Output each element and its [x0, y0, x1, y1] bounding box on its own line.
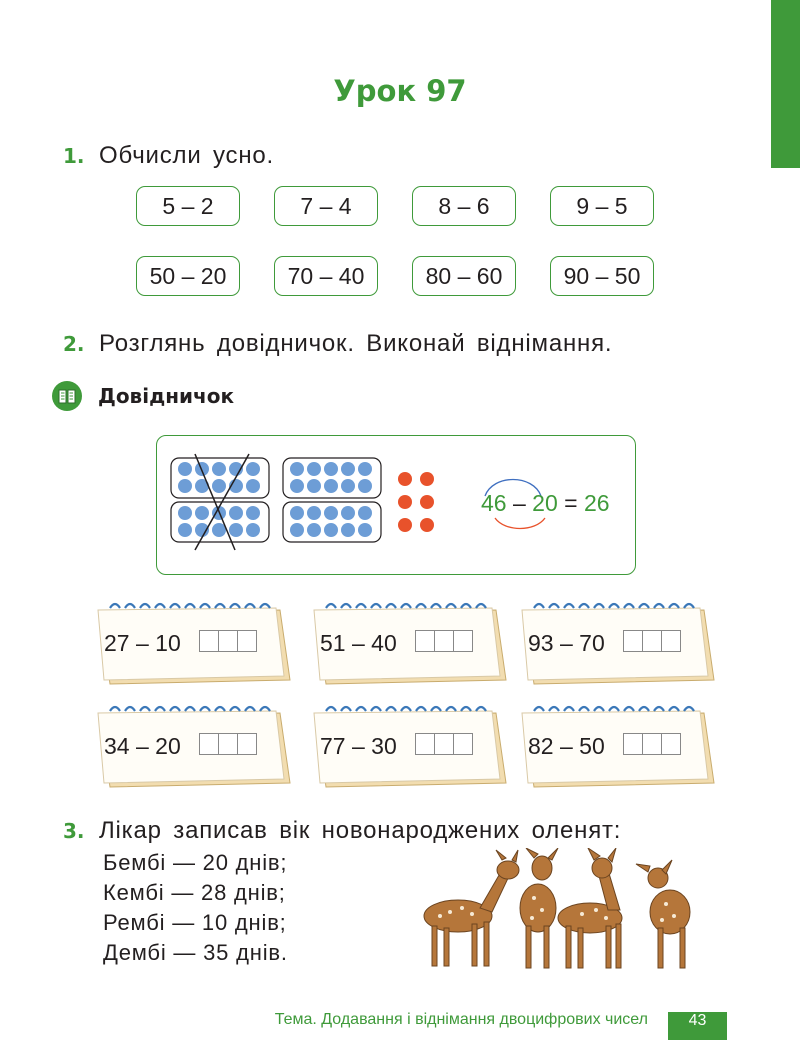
- task-1-number: 1.: [63, 144, 85, 168]
- answer-boxes[interactable]: [200, 630, 257, 652]
- exercise-box: 80 – 60: [412, 256, 516, 296]
- exercise-box: 70 – 40: [274, 256, 378, 296]
- answer-cell[interactable]: [661, 630, 681, 652]
- age-line: Кембі — 28 днів;: [103, 880, 286, 905]
- answer-boxes[interactable]: [416, 733, 473, 755]
- subtrahend: 20: [532, 490, 558, 516]
- difference: 26: [583, 490, 610, 516]
- answer-cell[interactable]: [453, 733, 473, 755]
- notepad-expression: 27 – 10: [104, 630, 181, 656]
- answer-cell[interactable]: [434, 630, 454, 652]
- answer-boxes[interactable]: [624, 733, 681, 755]
- reference-title: Довідничок: [98, 384, 235, 408]
- notepad-expression: 77 – 30: [320, 733, 397, 759]
- notepad-expression: 34 – 20: [104, 733, 181, 759]
- footer-topic: Тема. Додавання і віднімання двоцифрових чисел: [274, 1011, 648, 1028]
- exercise-box: 5 – 2: [136, 186, 240, 226]
- answer-cell[interactable]: [453, 630, 473, 652]
- notepad-card: [520, 600, 720, 686]
- notepad-card: [312, 703, 512, 789]
- notepad-card: [520, 703, 720, 789]
- answer-boxes[interactable]: [624, 630, 681, 652]
- answer-cell[interactable]: [415, 733, 435, 755]
- answer-cell[interactable]: [199, 733, 219, 755]
- notepad-expression: 82 – 50: [528, 733, 605, 759]
- answer-cell[interactable]: [661, 733, 681, 755]
- notepad-expression: 93 – 70: [528, 630, 605, 656]
- minus-sign: –: [512, 490, 526, 516]
- notepad-card: [312, 600, 512, 686]
- notepad-expression: 51 – 40: [320, 630, 397, 656]
- answer-boxes[interactable]: [416, 630, 473, 652]
- task-2-text: Розглянь довідничок. Виконай віднімання.: [99, 330, 613, 357]
- task-2-number: 2.: [63, 332, 85, 356]
- exercise-box: 50 – 20: [136, 256, 240, 296]
- age-line: Рембі — 10 днів;: [103, 910, 287, 935]
- answer-cell[interactable]: [642, 630, 662, 652]
- task-3: [63, 817, 621, 845]
- exercise-box: 7 – 4: [274, 186, 378, 226]
- minuend: 46: [481, 490, 507, 516]
- answer-cell[interactable]: [434, 733, 454, 755]
- answer-cell[interactable]: [623, 630, 643, 652]
- answer-cell[interactable]: [237, 733, 257, 755]
- book-icon: [52, 381, 82, 411]
- age-line: Дембі — 35 днів.: [103, 940, 288, 965]
- reference-header: [52, 381, 234, 411]
- answer-cell[interactable]: [415, 630, 435, 652]
- answer-boxes[interactable]: [200, 733, 257, 755]
- page-number: 43: [668, 1012, 727, 1040]
- reference-panel: [156, 435, 636, 575]
- equals-sign: =: [564, 490, 578, 516]
- notepad-card: [96, 600, 296, 686]
- exercise-box: 9 – 5: [550, 186, 654, 226]
- task-1: [63, 142, 274, 170]
- fawns-illustration: [410, 848, 720, 978]
- lesson-title: Урок 97: [333, 74, 467, 108]
- task-2: [63, 330, 612, 358]
- answer-cell[interactable]: [218, 630, 238, 652]
- answer-cell[interactable]: [237, 630, 257, 652]
- notepad-card: [96, 703, 296, 789]
- age-line: Бембі — 20 днів;: [103, 850, 288, 875]
- ten-frames-illustration: [165, 450, 465, 570]
- answer-cell[interactable]: [199, 630, 219, 652]
- reference-equation: [481, 490, 610, 517]
- answer-cell[interactable]: [218, 733, 238, 755]
- exercise-box: 90 – 50: [550, 256, 654, 296]
- answer-cell[interactable]: [642, 733, 662, 755]
- exercise-box: 8 – 6: [412, 186, 516, 226]
- task-3-number: 3.: [63, 819, 85, 843]
- task-1-text: Обчисли усно.: [99, 142, 275, 169]
- answer-cell[interactable]: [623, 733, 643, 755]
- task-3-text: Лікар записав вік новонароджених оленят:: [99, 817, 622, 844]
